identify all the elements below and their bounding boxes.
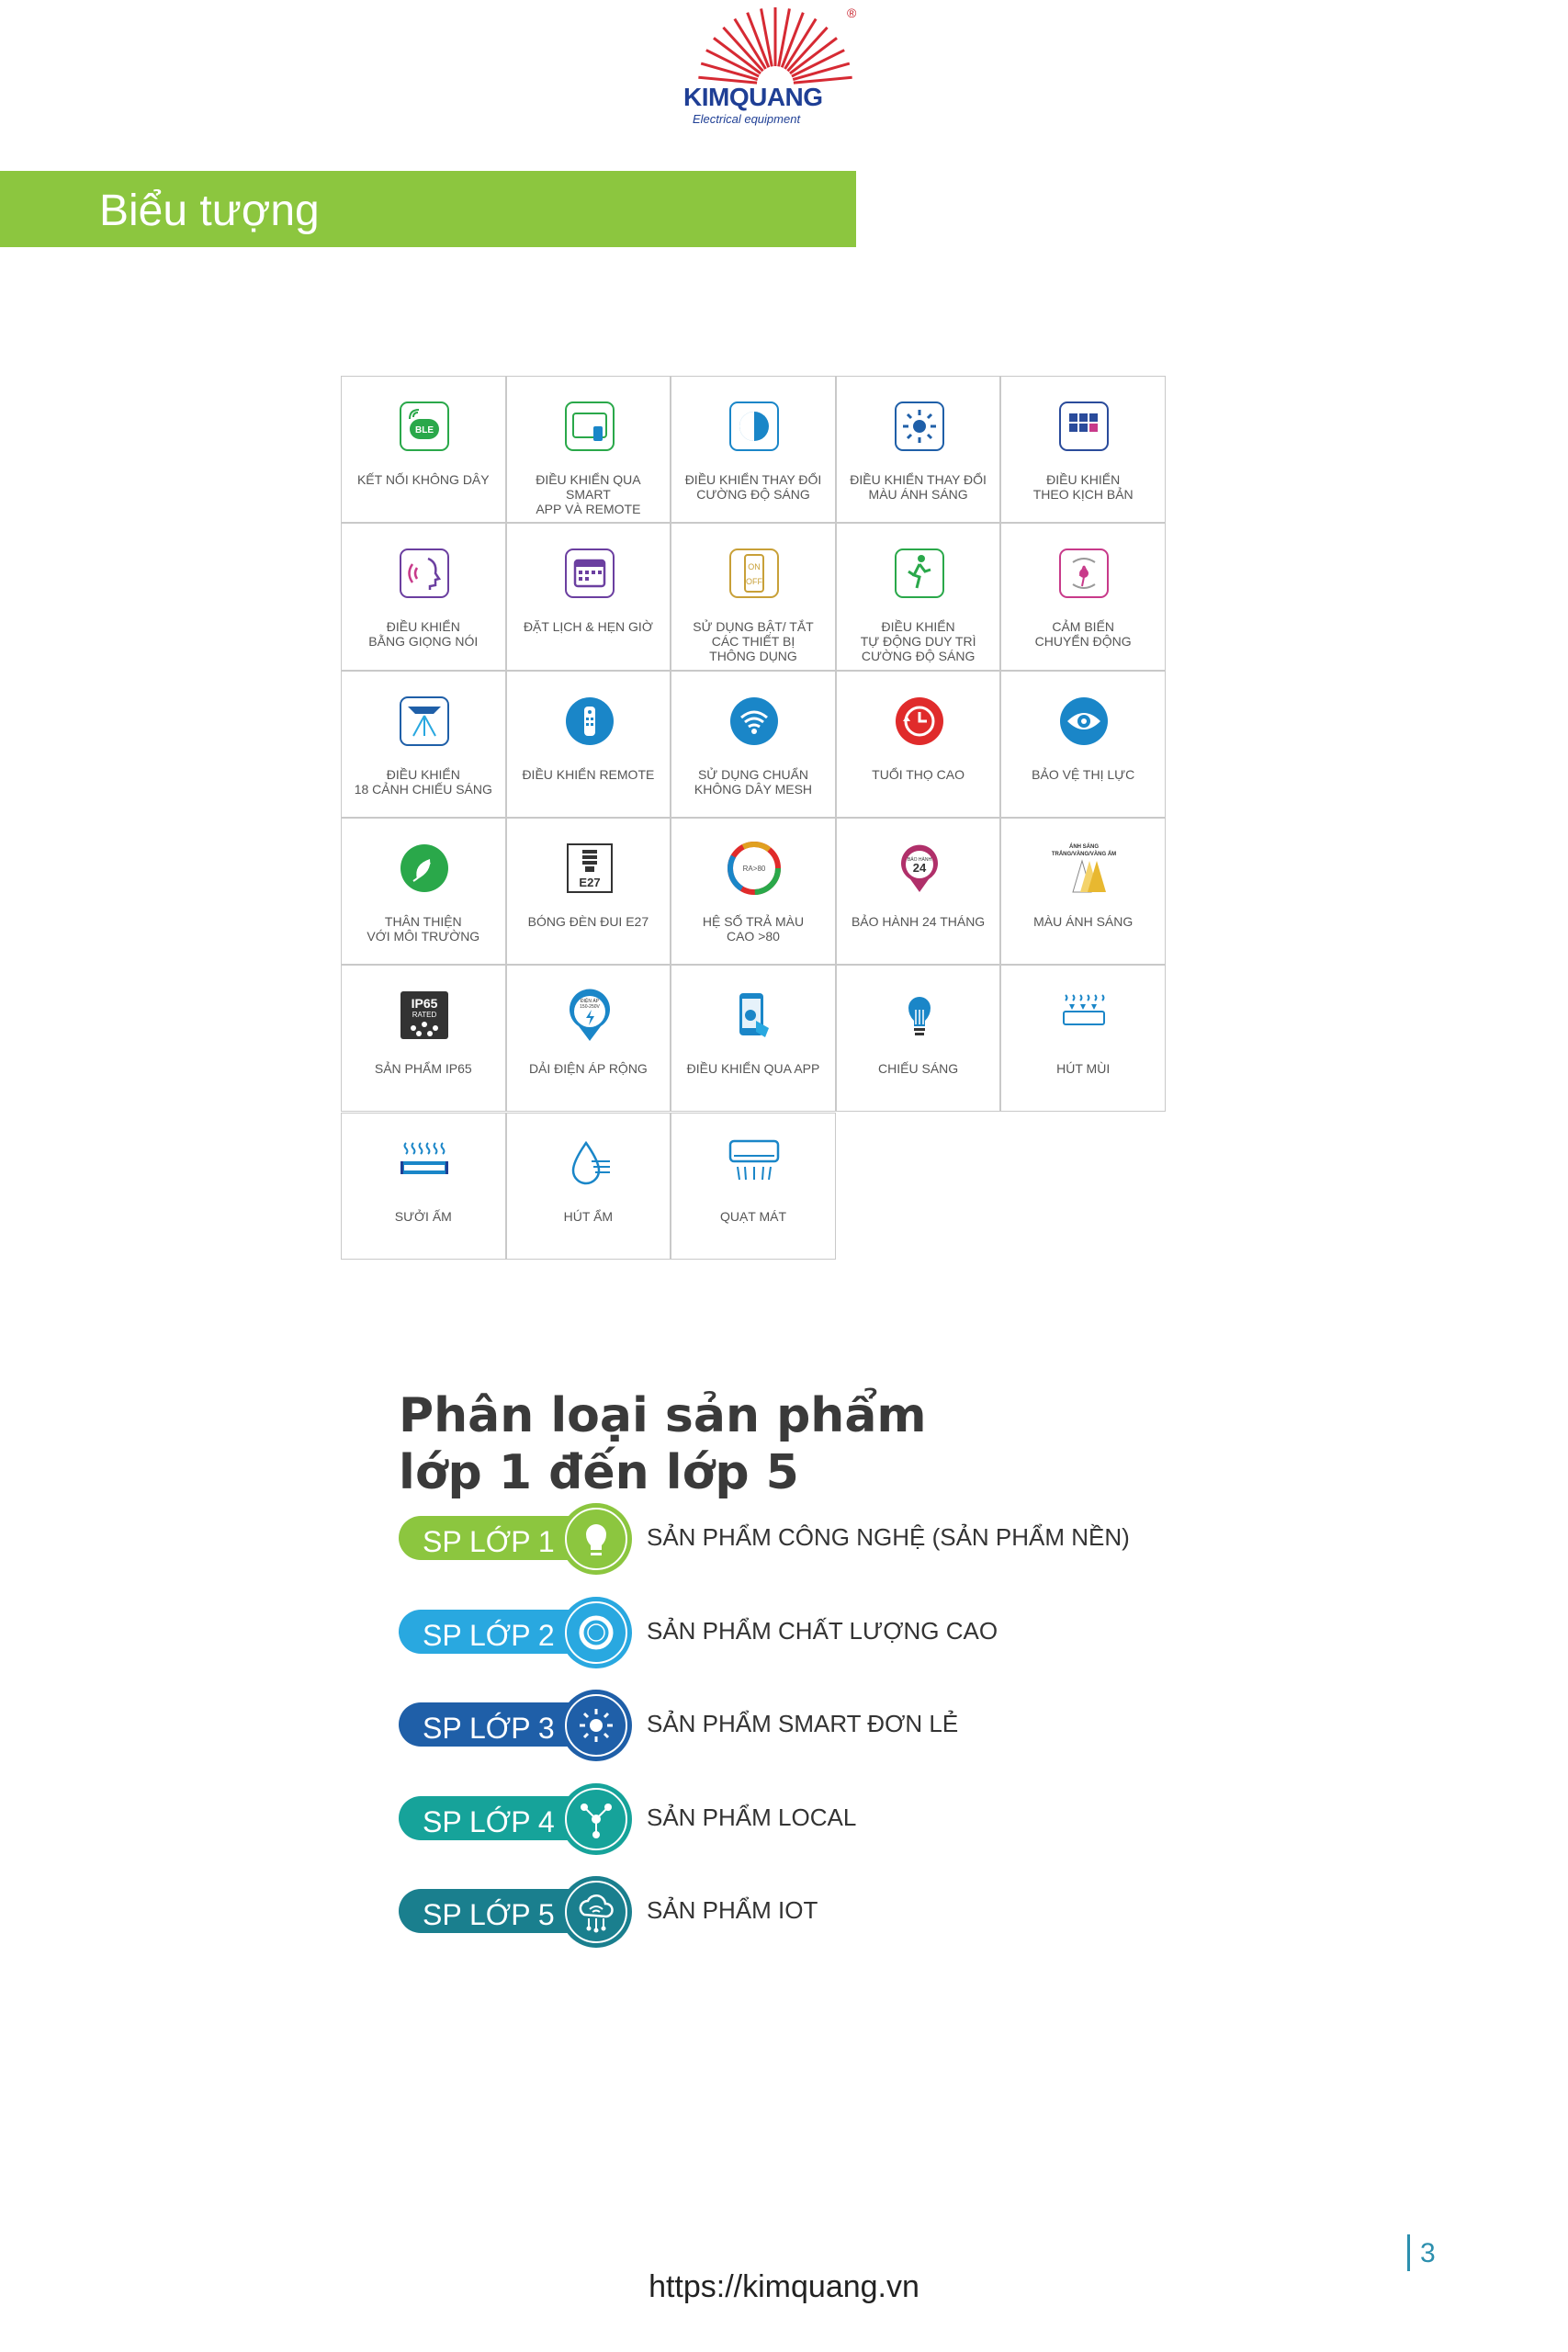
icon-legend-item <box>506 523 671 670</box>
icon-legend-label: ĐIỀU KHIỂN THAY ĐỔI MÀU ÁNH SÁNG <box>850 472 987 502</box>
icon-legend-label: CHIẾU SÁNG <box>878 1061 959 1077</box>
auto-brightness-icon <box>892 546 947 601</box>
icon-legend-item <box>506 1113 671 1260</box>
icon-legend-label: THÂN THIỆN VỚI MÔI TRƯỜNG <box>367 913 480 944</box>
icon-legend-label: MÀU ÁNH SÁNG <box>1033 913 1134 929</box>
voice-control-icon <box>397 546 452 601</box>
icon-legend-item <box>506 376 671 523</box>
ble-wireless-icon <box>397 399 452 454</box>
light-color-icon <box>1052 841 1117 896</box>
icon-legend-item <box>836 376 1001 523</box>
icon-legend-label: SỬ DỤNG CHUẨN KHÔNG DÂY MESH <box>694 766 813 797</box>
svg-text:RA>80: RA>80 <box>742 864 766 873</box>
voltage-range-icon <box>562 988 617 1043</box>
page-number: 3 <box>1420 2238 1436 2268</box>
icon-legend-label: ĐẶT LỊCH & HẸN GIỜ <box>523 619 653 635</box>
registered-mark: ® <box>847 6 857 20</box>
icon-legend-item <box>341 965 506 1112</box>
brand-name: KIMQUANG <box>683 83 823 111</box>
icon-legend-label: BẢO VỆ THỊ LỰC <box>1032 766 1135 782</box>
icon-legend-item <box>341 818 506 965</box>
icon-legend-label: SƯỞI ẤM <box>394 1208 452 1224</box>
icon-legend-label: ĐIỀU KHIỂN BẰNG GIỌNG NÓI <box>368 619 479 650</box>
class-label: SP LỚP 3 <box>423 1712 555 1745</box>
icon-legend-item <box>836 818 1001 965</box>
icon-legend-item <box>671 1113 836 1260</box>
icon-legend-item <box>341 523 506 670</box>
icon-legend-item <box>1000 376 1166 523</box>
icon-legend-item <box>506 965 671 1112</box>
icon-legend-item <box>836 523 1001 670</box>
long-life-icon <box>892 694 947 749</box>
icon-legend-grid <box>341 376 1166 1260</box>
icon-legend-item <box>1000 818 1166 965</box>
banner-title: Biểu tượng <box>99 187 320 235</box>
network-icon <box>573 1796 619 1842</box>
wifi-mesh-icon <box>727 694 782 749</box>
icon-legend-item <box>1000 523 1166 670</box>
brightness-control-icon <box>727 399 782 454</box>
classification-title-line1: Phân loại sản phẩm <box>399 1388 927 1443</box>
svg-text:TRẮNG/VÀNG/VÀNG ẤM: TRẮNG/VÀNG/VÀNG ẤM <box>1052 851 1117 857</box>
footer-url[interactable]: https://kimquang.vn <box>649 2269 919 2304</box>
class-label: SP LỚP 1 <box>423 1525 555 1558</box>
cri-icon <box>727 841 782 896</box>
icon-legend-label: HÚT ẨM <box>563 1208 614 1224</box>
smart-light-icon <box>573 1702 619 1748</box>
class-icon-badge <box>560 1503 632 1575</box>
icon-legend-label: HÚT MÙI <box>1056 1061 1111 1077</box>
class-label: SP LỚP 2 <box>423 1618 555 1652</box>
air-conditioner-icon <box>727 1136 782 1191</box>
page-number-divider <box>1407 2234 1410 2271</box>
svg-text:150-250V: 150-250V <box>579 1004 600 1011</box>
icon-legend-label: CẢM BIẾN CHUYỂN ĐỘNG <box>1034 619 1132 650</box>
lighting-scenes-icon <box>397 694 452 749</box>
icon-legend-item <box>506 671 671 818</box>
svg-text:RATED: RATED <box>412 1011 437 1020</box>
product-class-row <box>399 1597 1225 1670</box>
color-change-icon <box>892 399 947 454</box>
svg-text:24: 24 <box>912 860 927 875</box>
icon-legend-label: ĐIỀU KHIỂN TỰ ĐỘNG DUY TRÌ CƯỜNG ĐỘ SÁNG <box>860 619 976 664</box>
class-description: SẢN PHẨM SMART ĐƠN LẺ <box>647 1710 959 1737</box>
icon-legend-item <box>671 376 836 523</box>
icon-legend-label: ĐIỀU KHIỂN QUA SMART APP VÀ REMOTE <box>536 472 641 516</box>
icon-legend-label: ĐIỀU KHIỂN 18 CẢNH CHIẾU SÁNG <box>354 766 492 797</box>
svg-text:ÁNH SÁNG: ÁNH SÁNG <box>1069 843 1100 850</box>
icon-legend-label: SỬ DỤNG BẬT/ TẮT CÁC THIẾT BỊ THÔNG DỤNG <box>693 619 814 664</box>
icon-legend-label: SẢN PHẨM IP65 <box>374 1061 472 1077</box>
eco-friendly-icon <box>397 841 452 896</box>
icon-legend-item <box>1000 965 1166 1112</box>
svg-text:ĐIỆN ÁP: ĐIỆN ÁP <box>580 999 599 1005</box>
icon-legend-item <box>836 965 1001 1112</box>
brand-logo <box>683 6 867 125</box>
eye-protection-icon <box>1056 694 1111 749</box>
smart-app-remote-icon <box>562 399 617 454</box>
ip65-icon <box>397 988 452 1043</box>
section-banner <box>0 171 856 247</box>
icon-legend-item <box>1000 671 1166 818</box>
class-icon-badge <box>560 1783 632 1855</box>
icon-legend-label: ĐIỀU KHIỂN QUA APP <box>686 1061 820 1077</box>
app-control-icon <box>727 988 782 1043</box>
product-class-row <box>399 1503 1225 1577</box>
class-icon-badge <box>560 1690 632 1761</box>
icon-legend-label: ĐIỀU KHIỂN THEO KỊCH BẢN <box>1032 472 1134 502</box>
icon-legend-label: QUẠT MÁT <box>719 1208 787 1224</box>
icon-legend-label: ĐIỀU KHIỂN THAY ĐỔI CƯỜNG ĐỘ SÁNG <box>684 472 822 502</box>
range-hood-icon <box>1056 988 1111 1043</box>
icon-legend-item <box>671 818 836 965</box>
svg-text:IP65: IP65 <box>411 996 438 1012</box>
svg-text:E27: E27 <box>579 875 601 889</box>
class-label: SP LỚP 4 <box>423 1804 555 1838</box>
icon-legend-label: TUỔI THỌ CAO <box>872 766 965 782</box>
cloud-iot-icon <box>573 1889 619 1935</box>
remote-control-icon <box>562 694 617 749</box>
icon-legend-item <box>341 1113 506 1260</box>
bulb-icon <box>573 1516 619 1562</box>
icon-legend-item <box>341 376 506 523</box>
icon-legend-label: BẢO HÀNH 24 THÁNG <box>851 913 986 929</box>
icon-legend-label: DẢI ĐIỆN ÁP RỘNG <box>528 1061 648 1077</box>
e27-bulb-icon <box>562 841 617 896</box>
icon-legend-label: ĐIỀU KHIỂN REMOTE <box>522 766 655 782</box>
motion-sensor-icon <box>1056 546 1111 601</box>
svg-text:ON: ON <box>748 562 761 572</box>
icon-legend-item <box>341 671 506 818</box>
classification-title <box>399 1387 927 1501</box>
class-label: SP LỚP 5 <box>423 1898 555 1931</box>
lighting-bulb-icon <box>892 988 947 1043</box>
heater-icon <box>397 1136 452 1191</box>
classification-title-line2: lớp 1 đến lớp 5 <box>399 1445 799 1500</box>
icon-legend-label: KẾT NỐI KHÔNG DÂY <box>356 472 490 487</box>
product-class-row <box>399 1690 1225 1763</box>
class-description: SẢN PHẨM IOT <box>647 1896 818 1924</box>
icon-legend-item <box>671 523 836 670</box>
product-class-row <box>399 1783 1225 1857</box>
icon-legend-item <box>506 818 671 965</box>
icon-legend-label: BÓNG ĐÈN ĐUI E27 <box>527 913 649 929</box>
icon-legend-label: HỆ SỐ TRẢ MÀU CAO >80 <box>702 913 805 944</box>
class-icon-badge <box>560 1876 632 1948</box>
product-class-row <box>399 1876 1225 1950</box>
dehumidifier-icon <box>562 1136 617 1191</box>
schedule-timer-icon <box>562 546 617 601</box>
brand-tagline: Electrical equipment <box>693 112 801 126</box>
class-icon-badge <box>560 1597 632 1668</box>
scenario-control-icon <box>1056 399 1111 454</box>
sunburst-logo-icon <box>683 6 867 88</box>
class-description: SẢN PHẨM LOCAL <box>647 1803 857 1831</box>
warranty-icon <box>892 841 947 896</box>
svg-text:BLE: BLE <box>415 425 434 435</box>
icon-legend-item <box>836 671 1001 818</box>
on-off-switch-icon <box>727 546 782 601</box>
ring-light-icon <box>573 1610 619 1656</box>
svg-text:OFF: OFF <box>746 577 763 587</box>
class-description: SẢN PHẨM CÔNG NGHỆ (SẢN PHẨM NỀN) <box>647 1523 1130 1551</box>
icon-legend-item <box>671 965 836 1112</box>
class-description: SẢN PHẨM CHẤT LƯỢNG CAO <box>647 1616 998 1645</box>
svg-text:BẢO HÀNH: BẢO HÀNH <box>907 856 931 863</box>
icon-legend-item <box>671 671 836 818</box>
